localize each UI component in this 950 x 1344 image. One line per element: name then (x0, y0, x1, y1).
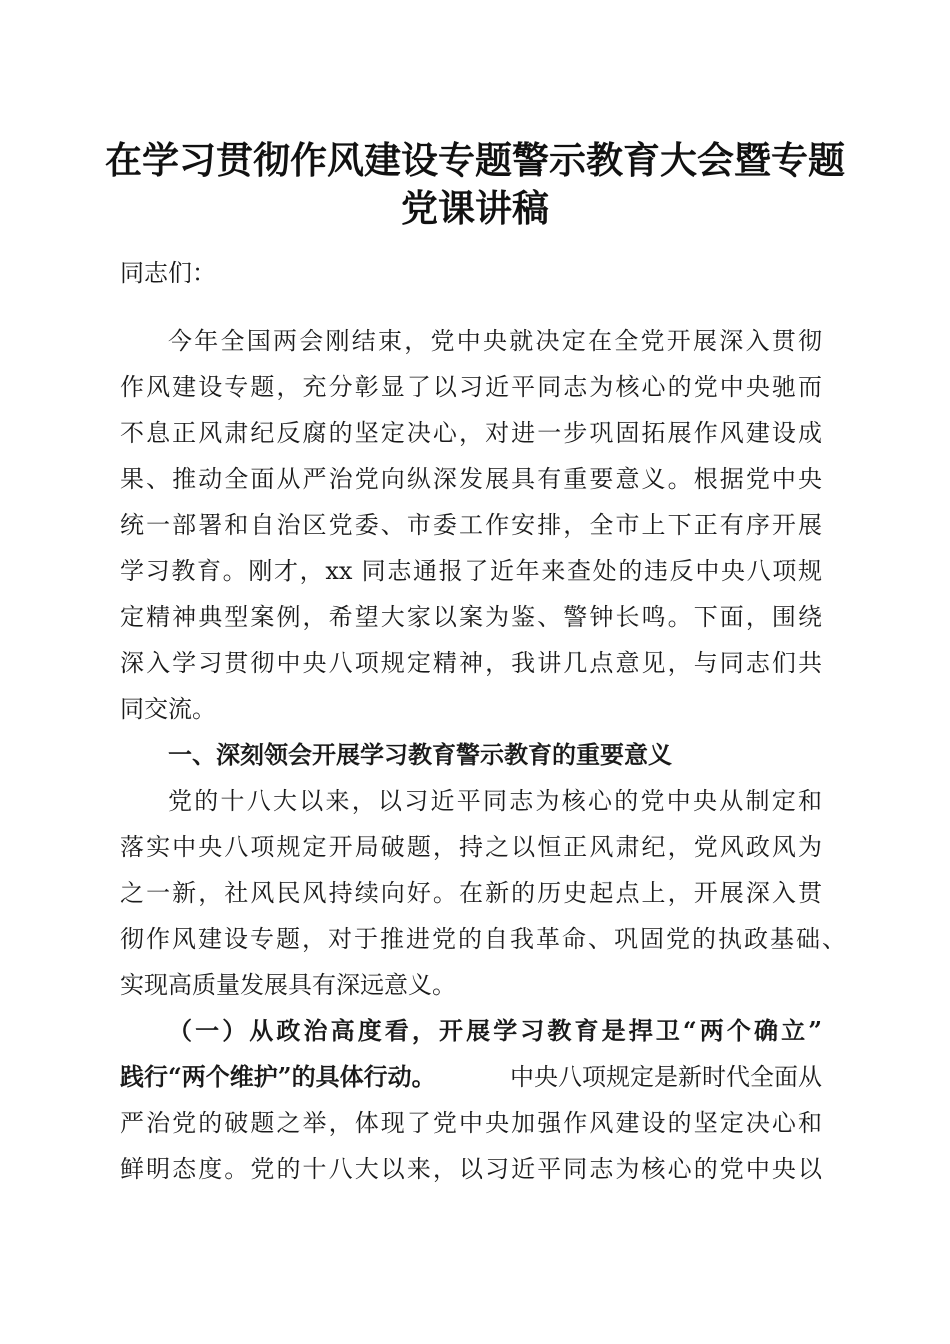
paragraph-3-line-rest: 中央八项规定是新时代全面从 (510, 1063, 822, 1091)
paragraph-2-line: 党的十八大以来，以习近平同志为核心的党中央从制定和 (168, 787, 822, 815)
paragraph-2-line: 之一新，社风民风持续向好。在新的历史起点上，开展深入贯 (120, 879, 822, 907)
paragraph-2-line: 落实中央八项规定开局破题，持之以恒正风肃纪，党风政风为 (120, 833, 822, 861)
paragraph-1-line: 深入学习贯彻中央八项规定精神，我讲几点意见，与同志们共 (120, 649, 822, 677)
document-title-line-2: 党课讲稿 (401, 186, 549, 230)
paragraph-3-line (120, 1059, 822, 1095)
section-heading-1: 一、深刻领会开展学习教育警示教育的重要意义 (168, 741, 672, 769)
document-title-line-1: 在学习贯彻作风建设专题警示教育大会暨专题 (105, 138, 845, 182)
paragraph-3-line: 鲜明态度。党的十八大以来，以习近平同志为核心的党中央以 (120, 1155, 822, 1183)
salutation: 同志们： (120, 259, 216, 287)
paragraph-1-line: 果、推动全面从严治党向纵深发展具有重要意义。根据党中央 (120, 465, 822, 493)
subsection-heading-1: （一）从政治高度看，开展学习教育是捍卫“两个确立” (168, 1016, 822, 1045)
paragraph-3-line: 严治党的破题之举，体现了党中央加强作风建设的坚定决心和 (120, 1109, 822, 1137)
paragraph-1-line: 学习教育。刚才，xx 同志通报了近年来查处的违反中央八项规 (120, 557, 822, 585)
paragraph-1-line: 不息正风肃纪反腐的坚定决心，对进一步巩固拓展作风建设成 (120, 419, 822, 447)
subsection-heading-1-continuation: 践行“两个维护”的具体行动。 (120, 1062, 436, 1091)
paragraph-2-line: 实现高质量发展具有深远意义。 (120, 971, 456, 999)
paragraph-1-line: 今年全国两会刚结束，党中央就决定在全党开展深入贯彻 (168, 327, 822, 355)
paragraph-1-line: 作风建设专题，充分彰显了以习近平同志为核心的党中央驰而 (120, 373, 822, 401)
paragraph-1-line: 统一部署和自治区党委、市委工作安排，全市上下正有序开展 (120, 511, 822, 539)
paragraph-1-line: 定精神典型案例，希望大家以案为鉴、警钟长鸣。下面，围绕 (120, 603, 822, 631)
paragraph-2-line: 彻作风建设专题，对于推进党的自我革命、巩固党的执政基础、 (120, 925, 846, 953)
paragraph-1-line: 同交流。 (120, 695, 216, 723)
